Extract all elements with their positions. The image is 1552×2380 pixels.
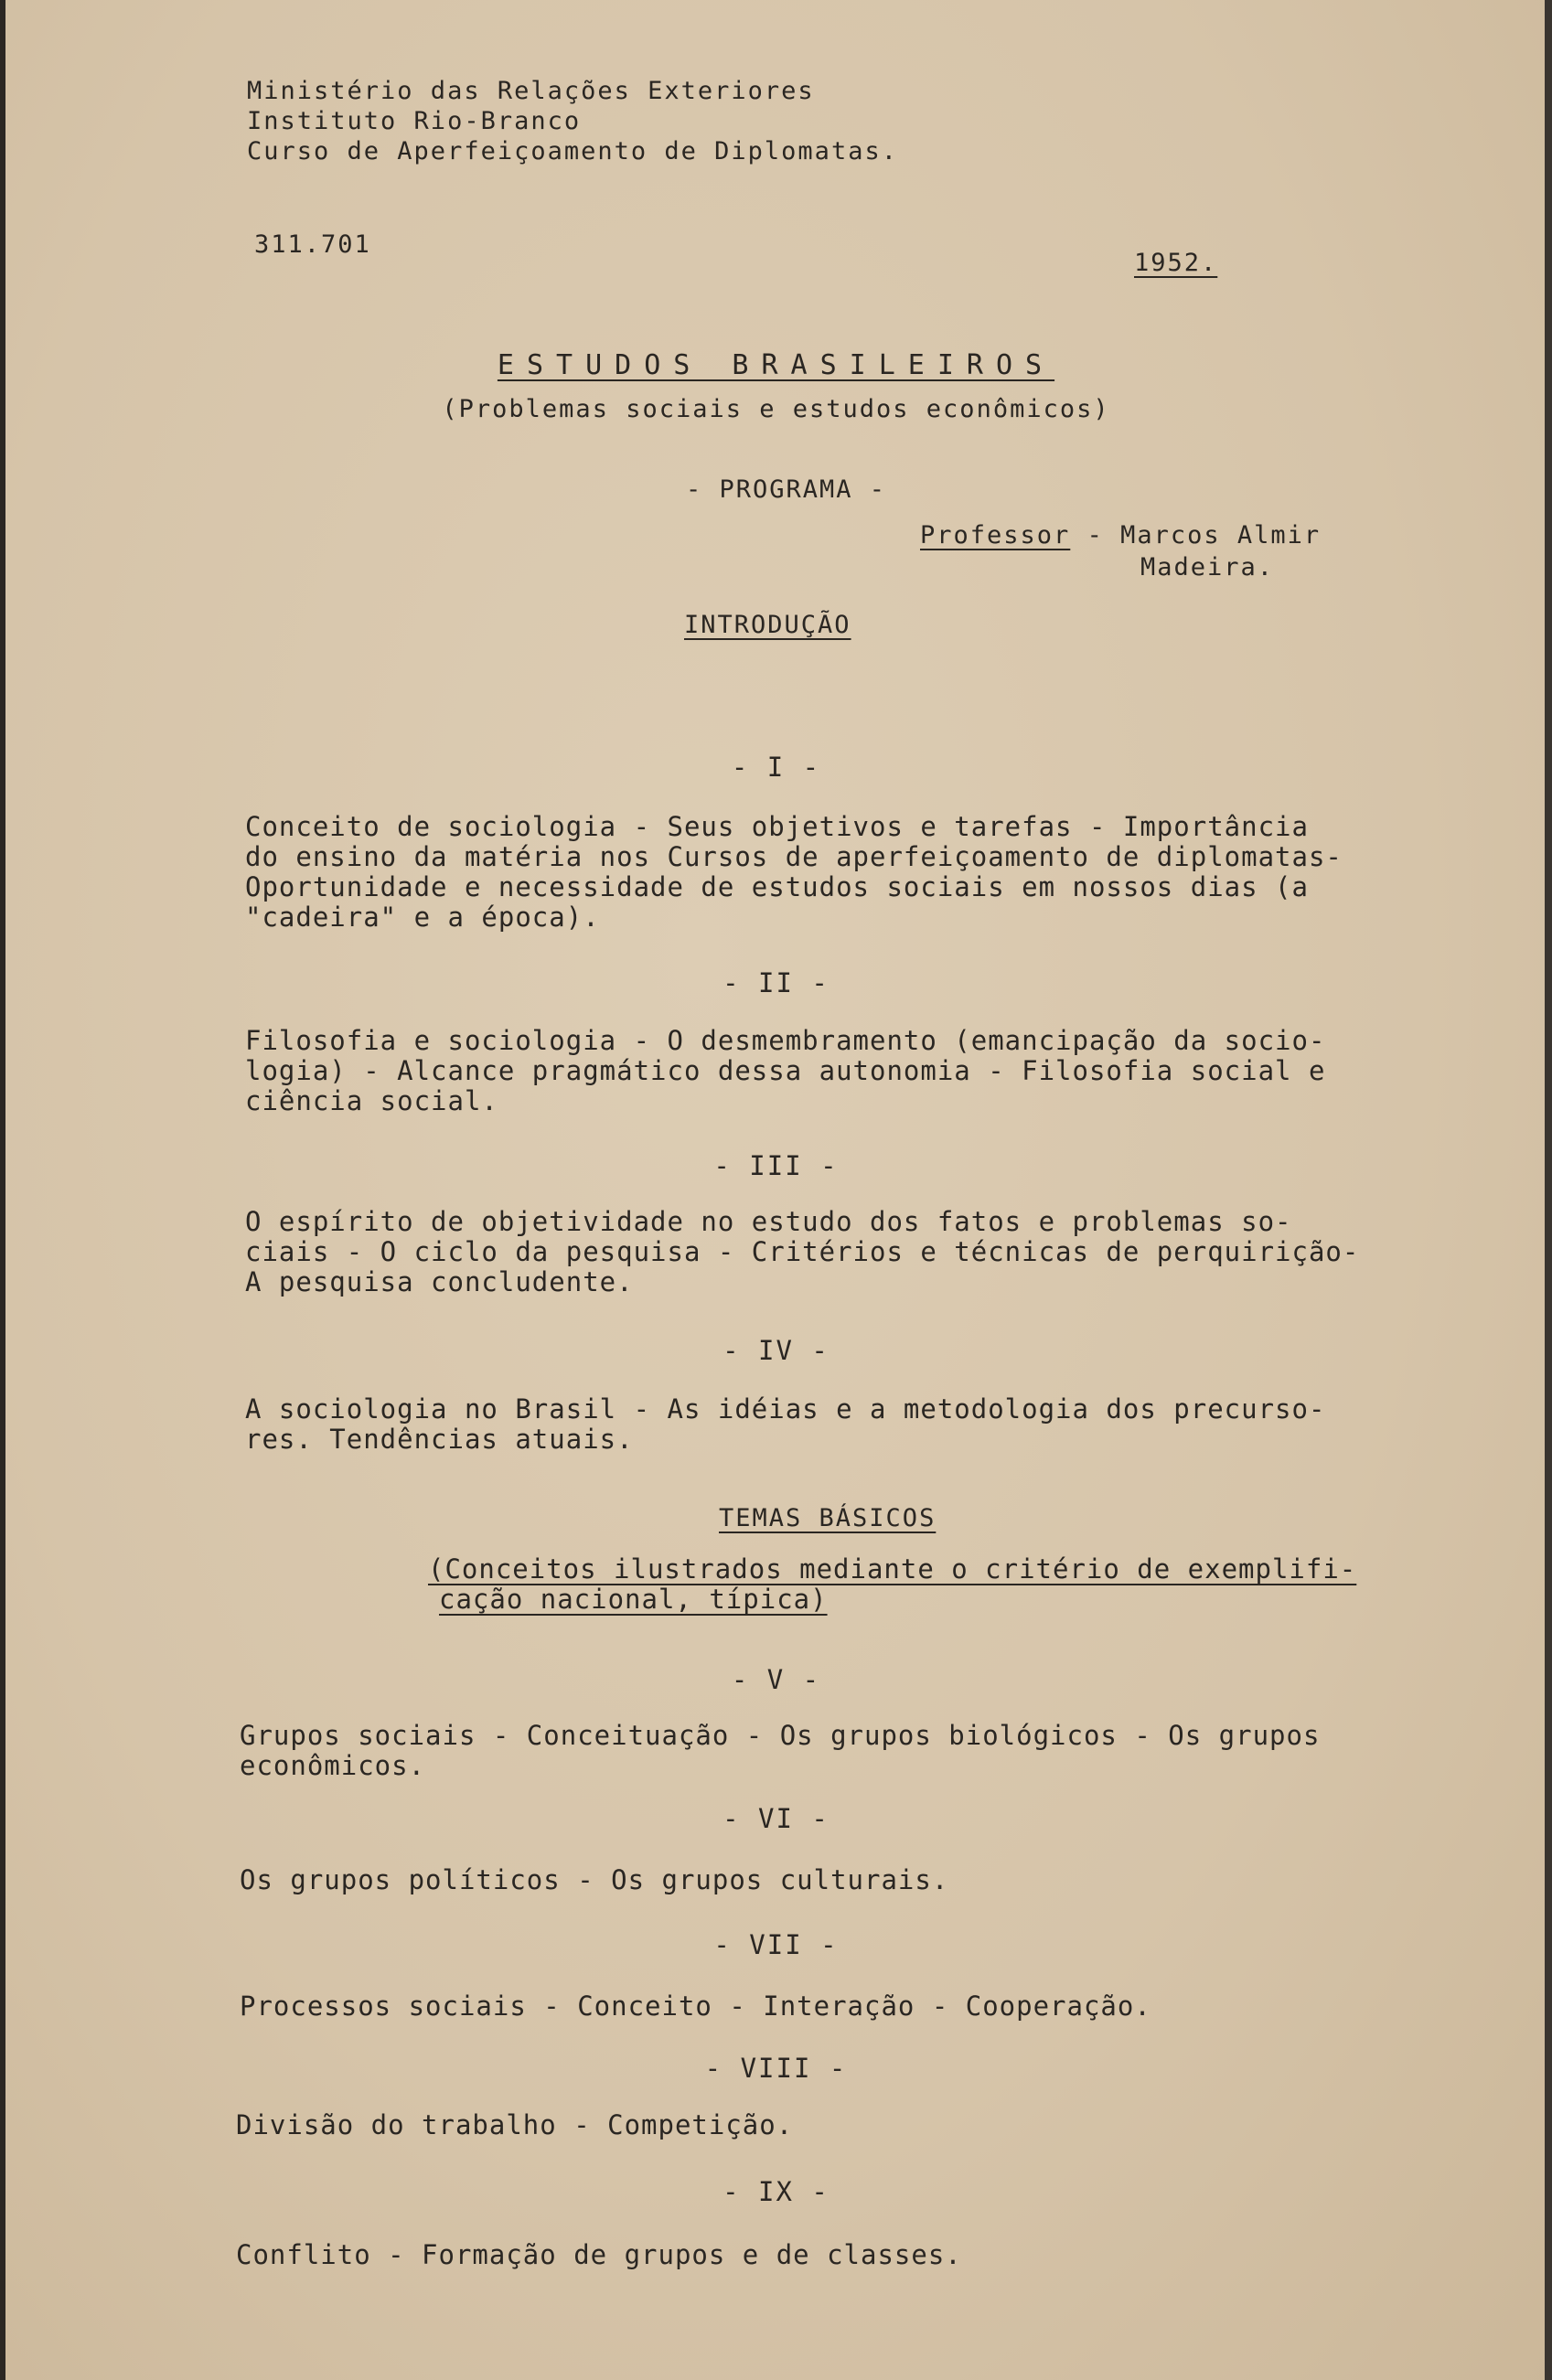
document-subtitle: (Problemas sociais e estudos econômicos) — [442, 395, 1110, 423]
temas-note-line2: cação nacional, típica) — [439, 1584, 828, 1615]
text-line: res. Tendências atuais. — [245, 1424, 634, 1455]
section-vi-text — [240, 1865, 948, 1895]
text-line: Grupos sociais - Conceituação - Os grupos biológicos - Os grupos — [240, 1720, 1321, 1751]
section-ix-text — [236, 2240, 962, 2270]
text-line: Processos sociais - Conceito - Interação - Cooperação. — [240, 1990, 1151, 2022]
section-numeral-i: - I - — [731, 752, 821, 783]
professor-label: Professor — [920, 521, 1071, 550]
professor-name-line2: Madeira. — [1140, 553, 1275, 582]
text-line: O espírito de objetividade no estudo dos fatos e problemas so- — [245, 1206, 1292, 1237]
section-v-text — [240, 1721, 1320, 1781]
document-title: ESTUDOS BRASILEIROS — [497, 349, 1055, 381]
text-line: Filosofia e sociologia - O desmembramento (emancipação da socio- — [245, 1025, 1326, 1056]
temas-heading: TEMAS BÁSICOS — [719, 1504, 937, 1532]
text-line: logia) - Alcance pragmático dessa autonomia - Filosofia social e — [245, 1055, 1326, 1086]
reference-number: 311.701 — [254, 230, 371, 259]
section-numeral-iv: - IV - — [722, 1335, 830, 1366]
section-numeral-vi: - VI - — [722, 1803, 830, 1834]
text-line: A pesquisa concludente. — [245, 1266, 634, 1297]
header-course: Curso de Aperfeiçoamento de Diplomatas. — [247, 137, 898, 165]
text-line: ciência social. — [245, 1085, 498, 1116]
document-year: 1952. — [1134, 249, 1218, 277]
section-i-text — [245, 812, 1343, 933]
header-institute: Instituto Rio-Branco — [247, 107, 582, 135]
temas-note-line1: (Conceitos ilustrados mediante o critério de exemplifi- — [428, 1553, 1357, 1585]
text-line: econômicos. — [240, 1750, 426, 1781]
section-numeral-v: - V - — [731, 1664, 821, 1695]
program-label: - PROGRAMA - — [686, 475, 887, 504]
text-line: Divisão do trabalho - Competição. — [236, 2109, 794, 2140]
professor-dash: - — [1086, 521, 1104, 550]
professor-name: Marcos Almir — [1120, 521, 1322, 550]
text-line: A sociologia no Brasil - As idéias e a metodologia dos precurso- — [245, 1393, 1326, 1425]
section-iii-text — [245, 1207, 1359, 1297]
section-numeral-ix: - IX - — [722, 2176, 830, 2207]
section-iv-text — [245, 1394, 1325, 1455]
section-numeral-ii: - II - — [722, 967, 830, 998]
section-ii-text — [245, 1026, 1325, 1116]
section-numeral-vii: - VII - — [713, 1929, 839, 1960]
section-numeral-iii: - III - — [713, 1150, 839, 1181]
section-viii-text — [236, 2110, 793, 2140]
text-line: Oportunidade e necessidade de estudos sociais em nossos dias (a — [245, 871, 1309, 902]
section-vii-text — [240, 1991, 1151, 2022]
text-line: Conflito - Formação de grupos e de classes. — [236, 2239, 962, 2270]
text-line: "cadeira" e a época). — [245, 902, 600, 933]
introducao-heading: INTRODUÇÃO — [684, 611, 851, 639]
text-line: do ensino da matéria nos Cursos de aperfeiçoamento de diplomatas- — [245, 841, 1343, 872]
text-line: ciais - O ciclo da pesquisa - Critérios e técnicas de perquirição- — [245, 1236, 1360, 1267]
professor-block — [920, 521, 1321, 550]
section-numeral-viii: - VIII - — [704, 2053, 848, 2084]
header-ministry: Ministério das Relações Exteriores — [247, 77, 815, 105]
text-line: Os grupos políticos - Os grupos culturais. — [240, 1864, 949, 1895]
text-line: Conceito de sociologia - Seus objetivos e tarefas - Importância — [245, 811, 1309, 842]
